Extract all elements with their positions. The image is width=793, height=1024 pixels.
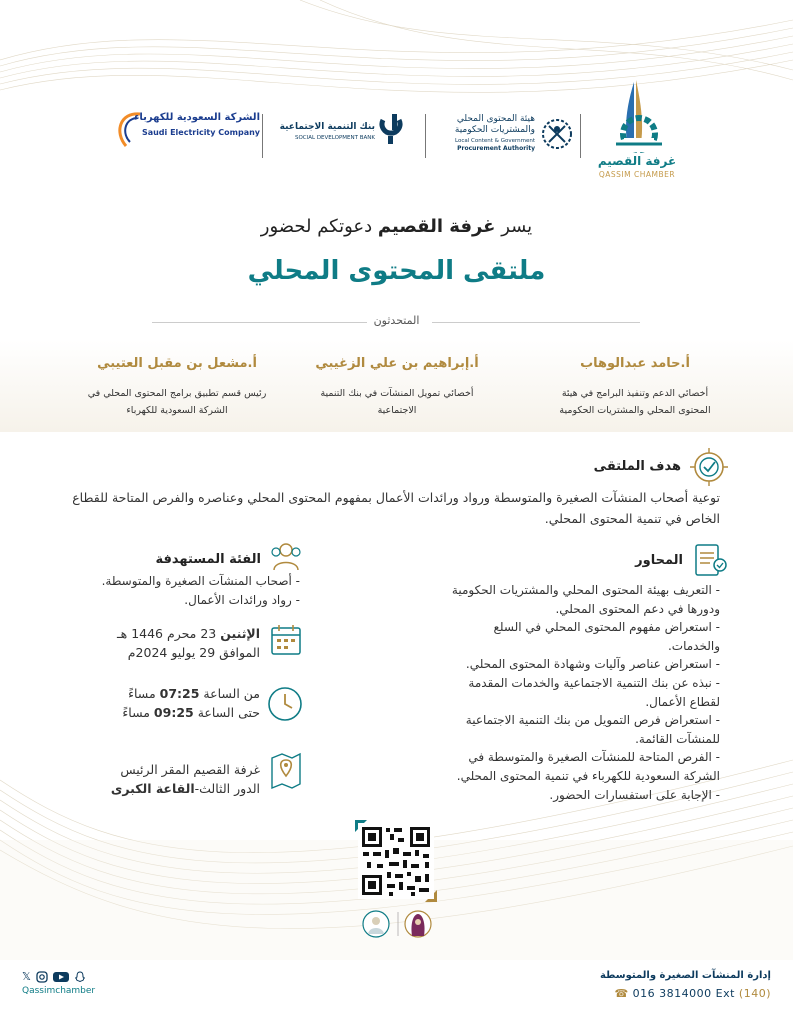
attendees-avatars: [360, 908, 436, 940]
lcgpa-name-en: Local Content & Government: [455, 138, 535, 144]
axes-line: ودورها في دعم المحتوى المحلي.: [555, 601, 720, 616]
logo-divider: [580, 114, 581, 158]
qassim-chamber-icon: [594, 78, 684, 154]
axes-line: - نبذه عن بنك التنمية الاجتماعية والخدمات المقدمة: [468, 675, 720, 690]
lcgpa-logo: [435, 114, 575, 160]
event-date: [60, 624, 260, 662]
time-from-label: من الساعة: [199, 686, 260, 701]
emblem-icon: [539, 114, 575, 154]
speaker-card: [530, 356, 740, 419]
date-hijri-text: 23 محرم 1446 هـ: [116, 626, 221, 641]
time-from-value: 07:25: [159, 686, 200, 701]
footer-social: [22, 970, 132, 996]
time-to-value: 09:25: [153, 705, 194, 720]
axes-line: - استعراض عناصر وآليات وشهادة المحتوى المحلي.: [465, 657, 720, 672]
qassim-chamber-name-ar: غرفة القصيم: [597, 154, 677, 168]
axes-line: - استعراض فرص التمويل من بنك التنمية الاجتماعية: [465, 713, 720, 728]
instagram-icon[interactable]: [36, 971, 48, 983]
intro-text-end: دعوتكم لحضور: [260, 216, 378, 237]
time-from-suffix: مساءً: [128, 686, 160, 701]
axes-line: - التعريف بهيئة المحتوى المحلي والمشتريات الحكومية: [451, 583, 720, 597]
location-line1: غرفة القصيم المقر الرئيس: [120, 762, 260, 777]
target-line: - رواد ورائدات الأعمال.: [184, 593, 300, 607]
speaker-name: أ.إبراهيم بن علي الزغيبي: [315, 356, 479, 371]
phone-text: 016 3814000 Ext: [632, 987, 739, 1000]
footer-contact: [551, 970, 771, 1000]
invitation-intro: [0, 216, 793, 237]
sec-name-ar: الشركة السعودية للكهرباء: [134, 112, 260, 123]
date-gregorian: الموافق 29 يوليو 2024م: [127, 645, 260, 660]
speaker-name: أ.حامد عبدالوهاب: [580, 356, 690, 371]
goal-text: توعية أصحاب المنشآت الصغيرة والمتوسطة ورواد ورائدات الأعمال بمفهوم المحتوى المحلي وعناصره والفرص المتاحة للقطاع الخاص في تنمية المحتوى المحلي.: [72, 490, 720, 526]
event-location: [60, 760, 260, 798]
speaker-role: رئيس قسم تطبيق برامج المحتوى المحلي في: [87, 388, 267, 399]
phone-icon: ☎: [614, 987, 633, 1000]
qassim-chamber-name-en: QASSIM CHAMBER: [598, 170, 676, 179]
date-day: الإثنين: [220, 626, 260, 641]
partner-logos: [100, 78, 700, 178]
calendar-icon: [268, 622, 304, 658]
date-hijri: [60, 624, 260, 643]
youtube-icon[interactable]: [53, 971, 69, 983]
time-to-label: حتى الساعة: [193, 705, 260, 720]
goal-heading: هدف الملتقى: [593, 459, 681, 474]
sdb-logo-icon: [379, 112, 403, 148]
location-line2: [60, 779, 260, 798]
event-title: ملتقى المحتوى المحلي: [247, 256, 546, 286]
sec-name-en: Saudi Electricity Company: [141, 128, 260, 137]
axes-line: لقطاع الأعمال.: [645, 694, 720, 709]
map-pin-icon: [266, 748, 306, 792]
target-list: [40, 572, 300, 610]
lcgpa-name-ar: هيئة المحتوى المحلي: [456, 114, 535, 124]
target-heading: الفئة المستهدفة: [155, 552, 261, 567]
axes-line: - الإجابة على استفسارات الحضور.: [549, 787, 720, 802]
intro-org: غرفة القصيم: [377, 216, 496, 237]
axes-line: - الفرص المتاحة للمنشآت الصغيرة والمتوسطة في: [468, 750, 720, 765]
time-from: [60, 684, 260, 703]
social-icons: [22, 970, 132, 983]
speaker-role: أخصائي الدعم وتنفيذ البرامج في هيئة: [561, 388, 709, 399]
speaker-name: أ.مشعل بن مقبل العتيبي: [97, 356, 257, 371]
sec-logo: [110, 108, 260, 158]
qr-code[interactable]: [355, 820, 437, 902]
sdb-logo: [279, 110, 403, 150]
lcgpa-name-ar-2: والمشتريات الحكومية: [454, 125, 535, 135]
checklist-document-icon: [690, 541, 730, 579]
speaker-card: [292, 356, 502, 419]
logo-divider: [262, 114, 263, 158]
logo-divider: [425, 114, 426, 158]
department-name: إدارة المنشآت الصغيرة والمتوسطة: [599, 970, 771, 981]
time-to-suffix: مساءً: [122, 705, 154, 720]
social-handle: Qassimchamber: [22, 986, 96, 996]
snapchat-icon[interactable]: [74, 971, 86, 983]
x-icon[interactable]: 𝕏: [22, 970, 31, 983]
speaker-role: الاجتماعية: [377, 405, 417, 416]
axes-line: والخدمات.: [667, 638, 720, 653]
location-hall: القاعة الكبرى: [110, 781, 195, 796]
lcgpa-name-en-2: Procurement Authority: [457, 145, 535, 152]
speaker-role: المحتوى المحلي والمشتريات الحكومية: [559, 405, 711, 416]
target-line: - أصحاب المنشآت الصغيرة والمتوسطة.: [101, 574, 300, 588]
axes-list: [380, 581, 720, 804]
clock-icon: [265, 684, 305, 724]
intro-text: يسر: [495, 216, 533, 237]
sdb-name-en: SOCIAL DEVELOPMENT BANK: [294, 135, 375, 141]
speaker-role: أخصائي تمويل المنشآت في بنك التنمية: [320, 388, 474, 399]
axes-line: للمنشآت القائمة.: [635, 731, 720, 746]
speaker-role: الشركة السعودية للكهرباء: [126, 405, 228, 416]
event-time: [60, 684, 260, 722]
location-floor: الدور الثالث-: [194, 781, 260, 796]
time-to: [60, 703, 260, 722]
axes-line: الشركة السعودية للكهرباء في تنمية المحتوى المحلي.: [456, 768, 720, 783]
axes-line: - استعراض مفهوم المحتوى المحلي في السلع: [493, 620, 720, 635]
speaker-card: [72, 356, 282, 419]
sdb-name-ar: بنك التنمية الاجتماعية: [279, 122, 375, 132]
axes-heading: المحاور: [635, 553, 683, 568]
target-goal-icon: [688, 446, 730, 488]
phone-ext: (140): [738, 987, 771, 1000]
people-icon: [268, 540, 304, 572]
phone-number: [551, 987, 771, 1000]
speakers-label: المتحدثون: [373, 314, 420, 327]
qassim-chamber-logo: [590, 78, 680, 178]
